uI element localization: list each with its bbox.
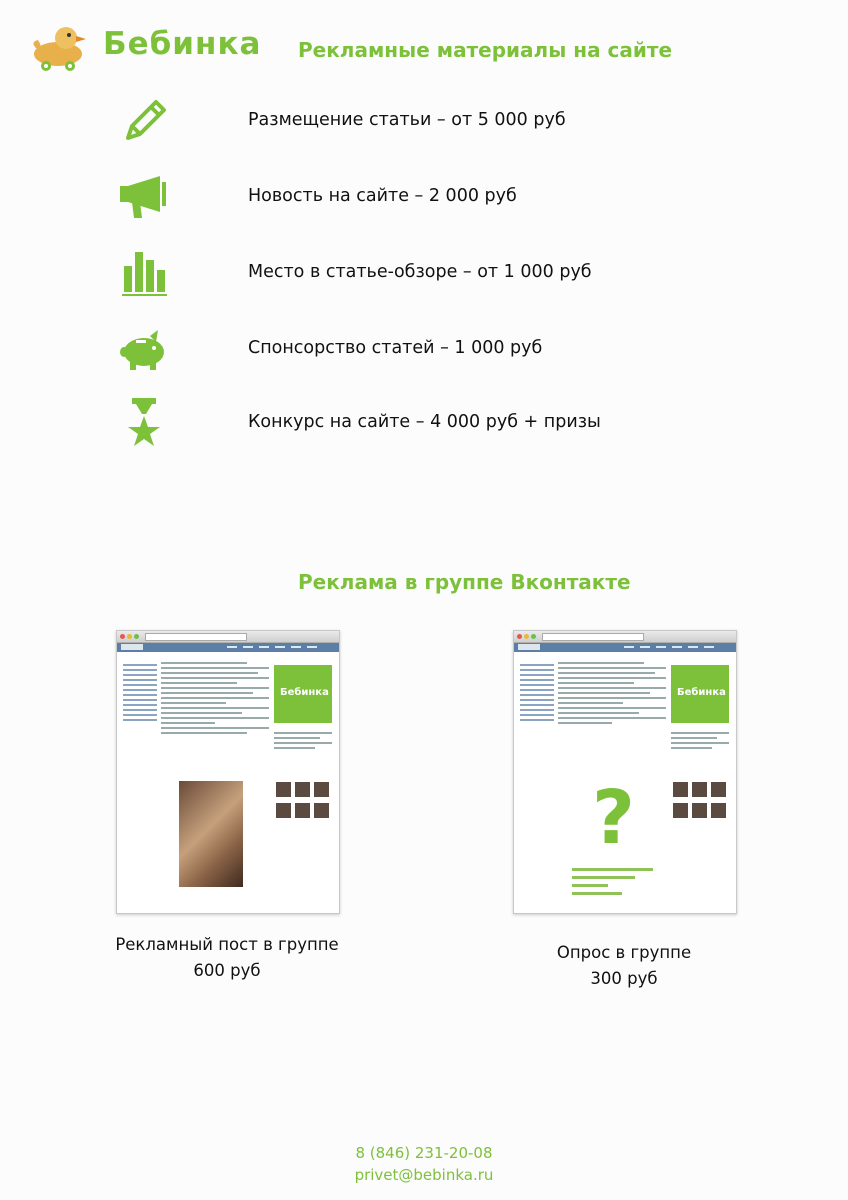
group-avatar	[671, 665, 729, 723]
section-title-vk: Реклама в группе Вконтакте	[298, 570, 631, 594]
caption-vk-poll	[494, 940, 754, 992]
medal-star-icon	[118, 396, 170, 448]
service-text: Конкурс на сайте – 4 000 руб + призы	[248, 412, 601, 432]
megaphone-icon	[118, 170, 170, 222]
service-item-sponsorship	[0, 318, 848, 378]
vk-post-screenshot	[116, 630, 340, 914]
bar-chart-icon	[118, 246, 170, 298]
caption-title: Рекламный пост в группе	[115, 935, 339, 954]
group-avatar-brand: Бебинка	[677, 687, 726, 698]
vk-navbar	[117, 643, 339, 652]
caption-title: Опрос в группе	[556, 943, 692, 962]
caption-vk-post	[97, 932, 357, 984]
group-avatar	[274, 665, 332, 723]
duck-logo-icon	[28, 20, 88, 72]
post-photo	[179, 781, 243, 887]
brand-name: Бебинка	[103, 26, 262, 62]
contacts	[0, 1142, 848, 1186]
service-text: Новость на сайте – 2 000 руб	[248, 186, 517, 206]
service-text: Место в статье-обзоре – от 1 000 руб	[248, 262, 592, 282]
service-text: Спонсорство статей – 1 000 руб	[248, 338, 543, 358]
group-avatar-brand: Бебинка	[280, 687, 329, 698]
contact-phone[interactable]: 8 (846) 231-20-08	[355, 1144, 493, 1162]
service-item-review	[0, 242, 848, 302]
piggy-bank-icon	[118, 322, 170, 374]
vk-navbar	[514, 643, 736, 652]
service-text: Размещение статьи – от 5 000 руб	[248, 110, 566, 130]
browser-toolbar	[117, 631, 339, 643]
caption-price: 600 руб	[193, 961, 261, 980]
service-item-article	[0, 90, 848, 150]
service-item-news	[0, 166, 848, 226]
vk-poll-screenshot	[513, 630, 737, 914]
pencil-icon	[118, 94, 170, 146]
contact-email[interactable]: privet@bebinka.ru	[354, 1166, 494, 1184]
question-mark-icon: ?	[592, 775, 635, 861]
page-title: Рекламные материалы на сайте	[298, 38, 673, 62]
service-item-contest	[0, 392, 848, 452]
browser-toolbar	[514, 631, 736, 643]
caption-price: 300 руб	[590, 969, 658, 988]
